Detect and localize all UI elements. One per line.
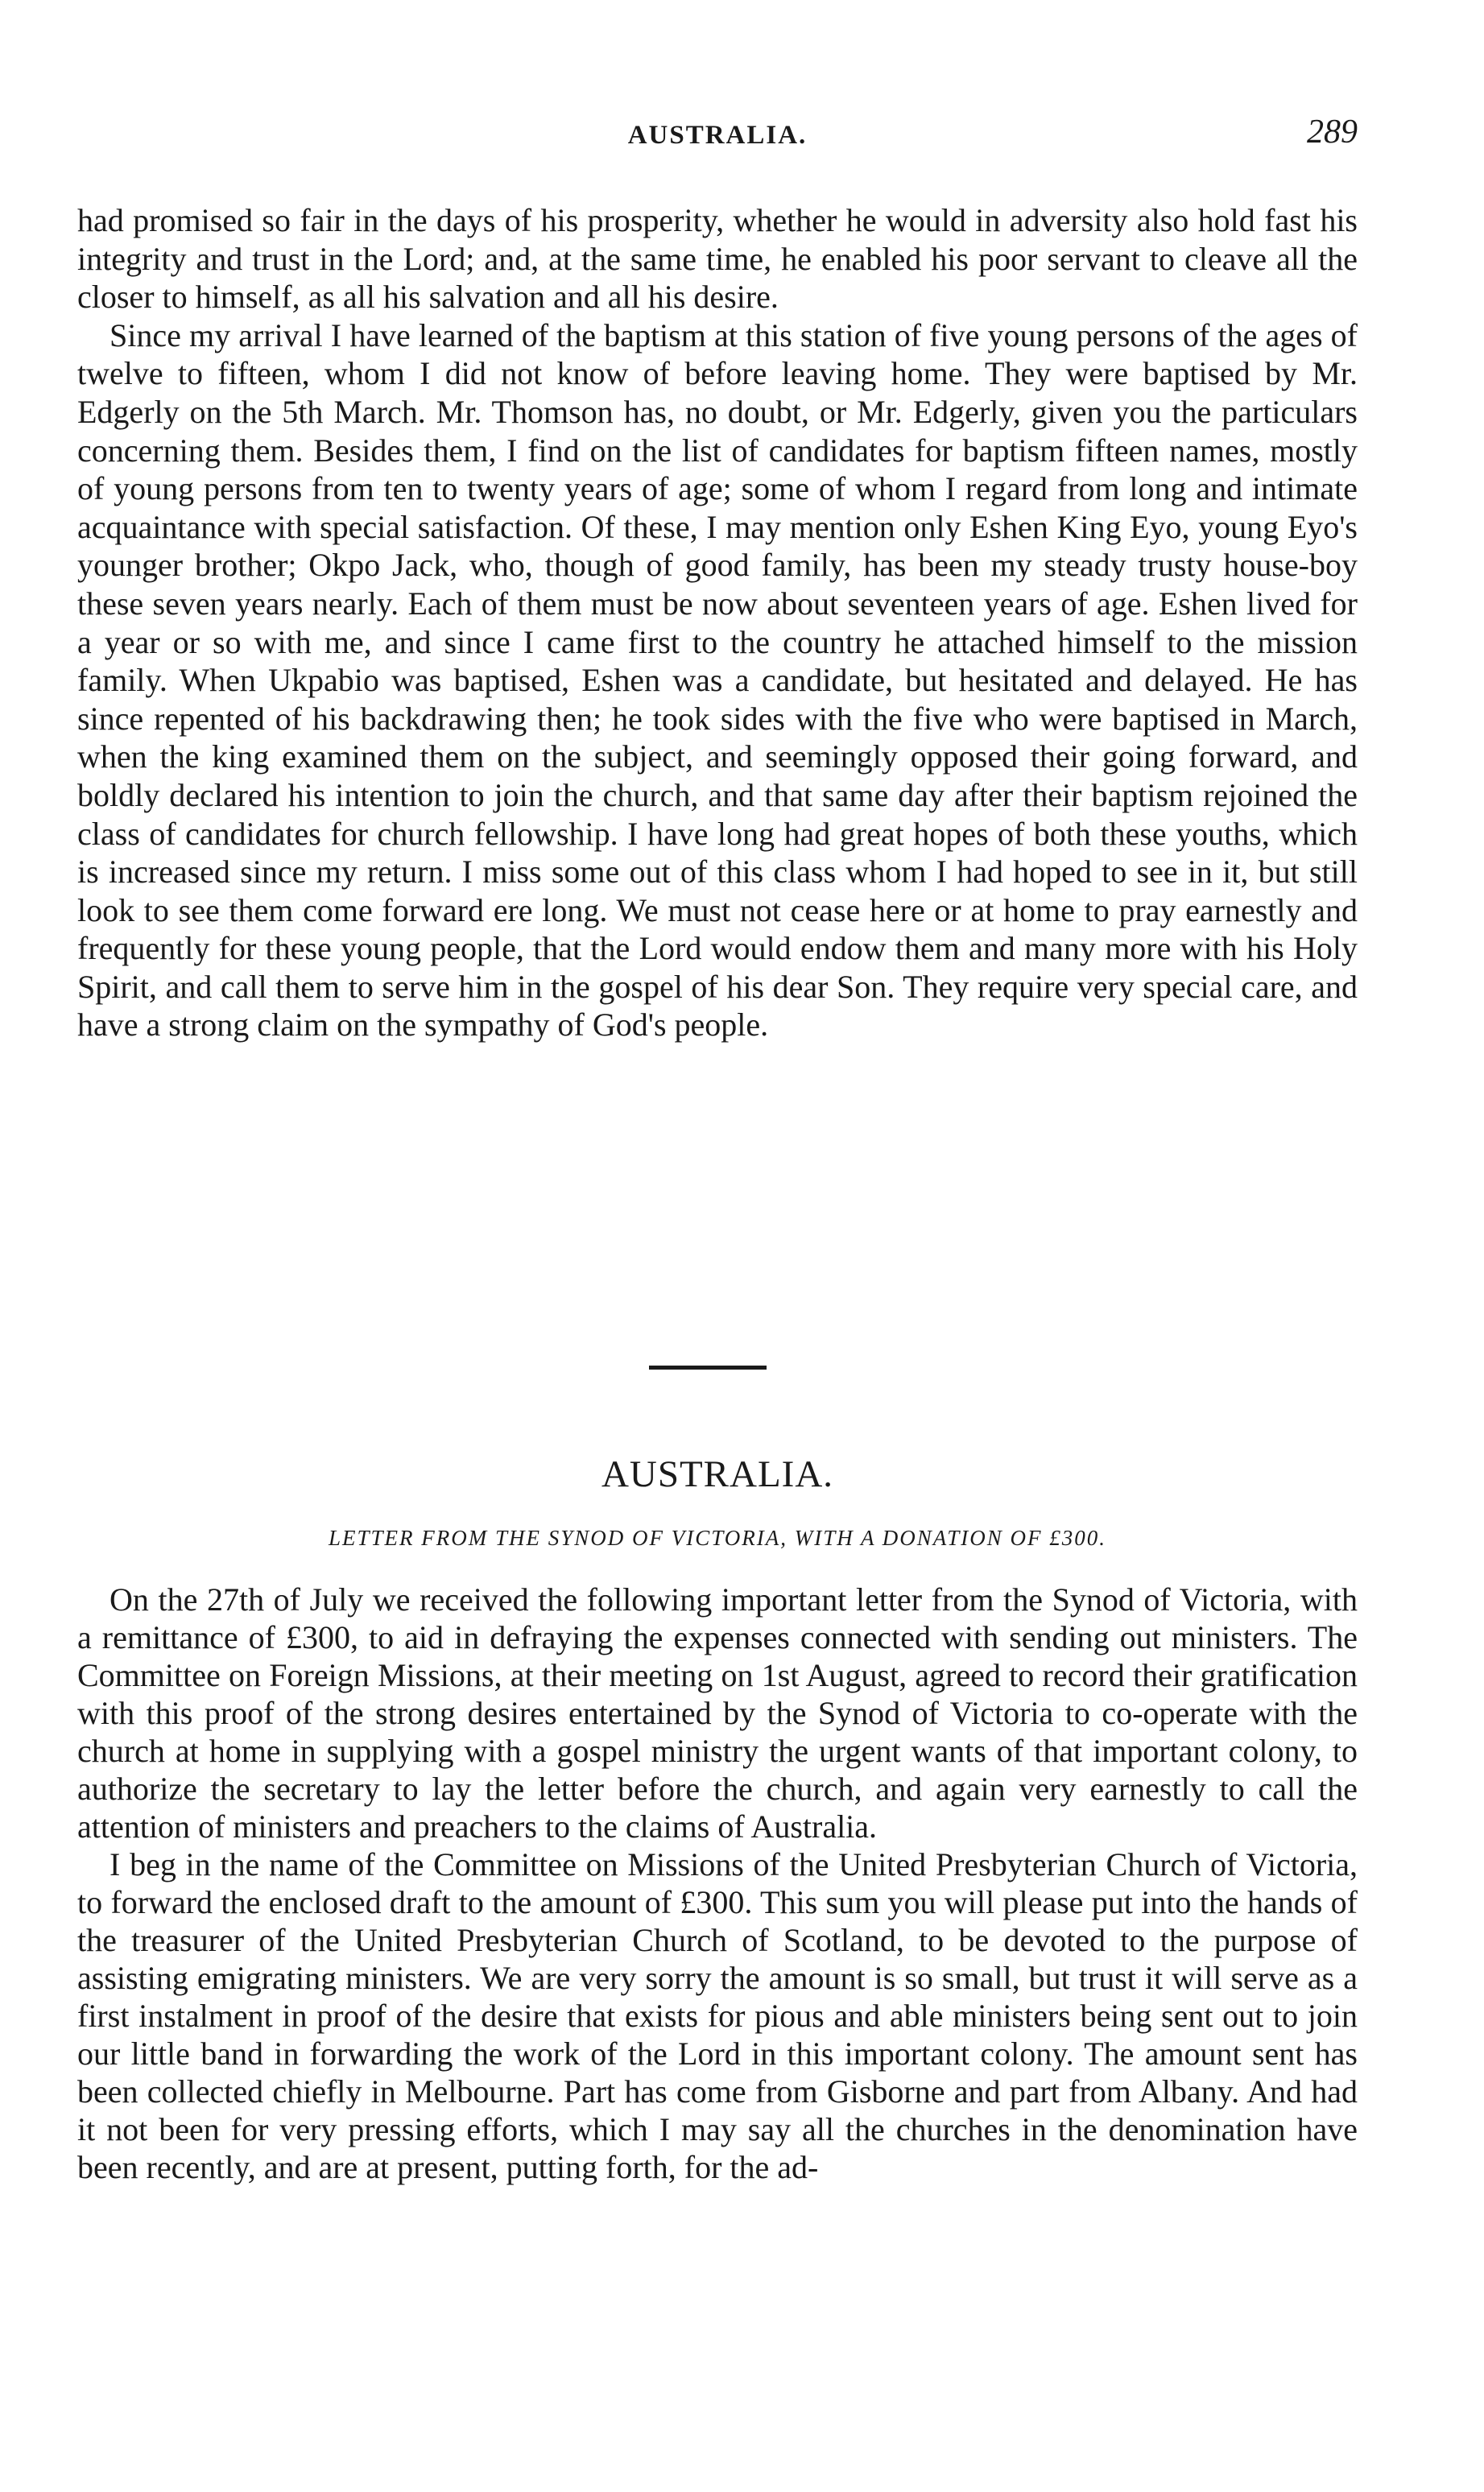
section-title: AUSTRALIA. bbox=[601, 1453, 834, 1495]
paragraph: Since my arrival I have learned of the baptism at this station of five young persons of the ages of twelve to fifteen, whom I did not know of before leaving home. They were baptised by Mr. Edgerly on the 5th March. Mr. Thomson has, no doubt, or Mr. Edgerly, given you the particulars concerning them. Besides them, I find on the list of candidates for baptism fifteen names, mostly of young persons from ten to twenty years of age; some of whom I regard from long and intimate acquaintance with special satisfaction. Of these, I may mention only Eshen King Eyo, young Eyo's younger brother; Okpo Jack, who, though of good family, has been my steady trusty house-boy these seven years nearly. Each of them must be now about seventeen years of age. Eshen lived for a year or so with me, and since I came first to the country he attached himself to the mission family. When Ukpabio was baptised, Eshen was a candidate, but hesitated and delayed. He has since repented of his backdrawing then; he took sides with the five who were baptised in March, when the king examined them on the subject, and seemingly opposed their going forward, and boldly declared his intention to join the church, and that same day after their baptism rejoined the class of candidates for church fellowship. I have long had great hopes of both these youths, which is increased since my return. I miss some out of this class whom I had hoped to see in it, but still look to see them come forward ere long. We must not cease here or at home to pray earnestly and frequently for these young people, that the Lord would endow them and many more with his Holy Spirit, and call them to serve him in the gospel of his dear Son. They require very special care, and have a strong claim on the sympathy of God's people. bbox=[77, 316, 1358, 1043]
continuation-text bbox=[77, 201, 1358, 1044]
page-number: 289 bbox=[1307, 114, 1358, 151]
paragraph: I beg in the name of the Committee on Missions of the United Presbyterian Church of Victoria, to forward the enclosed draft to the amount of £300. This sum you will please put into the hands of the treasurer of the United Presbyterian Church of Scotland, to be devoted to the purpose of assisting emigrating ministers. We are very sorry the amount is so small, but trust it will serve as a first instalment in proof of the desire that exists for pious and able ministers being sent out to join our little band in forwarding the work of the Lord in this important colony. The amount sent has been collected chiefly in Melbourne. Part has come from Gisborne and part from Albany. And had it not been for very pressing efforts, which I may say all the churches in the denomination have been recently, and are at present, putting forth, for the ad- bbox=[77, 1846, 1358, 2185]
section-text bbox=[77, 1581, 1358, 2186]
running-title: AUSTRALIA. bbox=[627, 121, 808, 150]
running-header bbox=[77, 113, 1358, 161]
section-divider-rule bbox=[649, 1366, 767, 1370]
paragraph: On the 27th of July we received the following important letter from the Synod of Victoria, with a remittance of £300, to aid in defraying the expenses connected with sending out ministers. The Committee on Foreign Missions, at their meeting on 1st August, agreed to record their gratification with this proof of the strong desires entertained by the Synod of Victoria to co-operate with the church at home in supplying with a gospel ministry the urgent wants of that important colony, to authorize the secretary to lay the letter before the church, and again very earnestly to call the attention of ministers and preachers to the claims of Australia. bbox=[77, 1581, 1358, 1845]
book-page bbox=[77, 0, 1358, 2492]
paragraph: had promised so fair in the days of his prosperity, whether he would in adversity also hold fast his integrity and trust in the Lord; and, at the same time, he enabled his poor servant to cleave all the closer to himself, as all his salvation and all his desire. bbox=[77, 202, 1358, 316]
section-subtitle: LETTER FROM THE SYNOD OF VICTORIA, WITH A DONATION OF £300. bbox=[328, 1526, 1107, 1550]
